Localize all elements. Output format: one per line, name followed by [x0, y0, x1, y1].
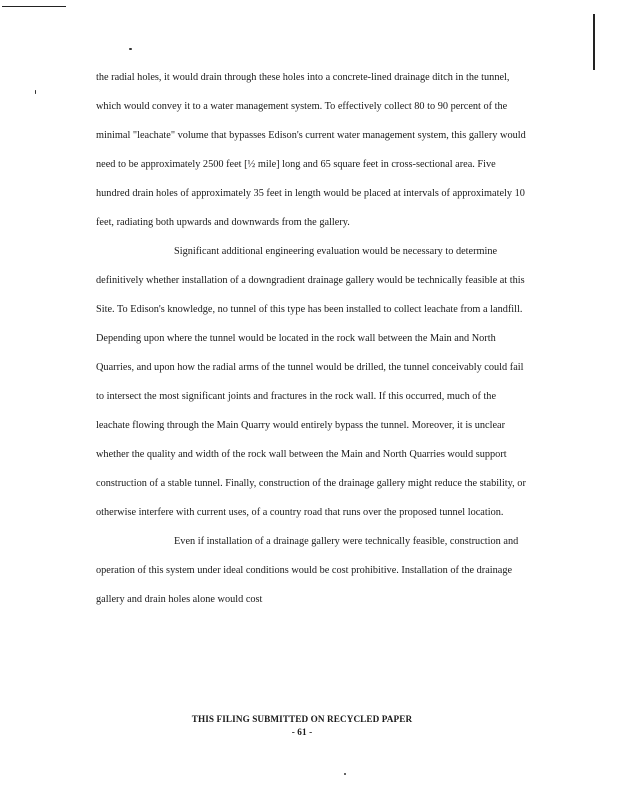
scan-speck — [344, 773, 346, 775]
page-footer — [0, 713, 618, 739]
margin-mark — [593, 14, 595, 70]
paragraph: Significant additional engineering evaluation would be necessary to determine definitively whether installation of a downgradient drainage gallery would be technically feasible at this Site. To Edison's knowledge, no tunnel of this type has been installed to collect leachate from a landfill. Depending upon where the tunnel would be located in the rock wall between the Main and North Quarries, and upon how the radial arms of the tunnel would be drilled, the tunnel conceivably could fail to intersect the most significant joints and fractures in the rock wall. If this occurred, much of the leachate flowing through the Main Quarry would entirely bypass the tunnel. Moreover, it is unclear whether the quality and width of the rock wall between the Main and North Quarries would support construction of a stable tunnel. Finally, construction of the drainage gallery might reduce the stability, or otherwise interfere with current uses, of a country road that runs over the proposed tunnel location. — [96, 246, 526, 518]
paragraph: Even if installation of a drainage gallery were technically feasible, construction and operation of this system under ideal conditions would be cost prohibitive. Installation of the drainage gallery and drain holes alone would cost — [96, 536, 519, 605]
scan-speck — [35, 90, 36, 94]
recycled-paper-notice: THIS FILING SUBMITTED ON RECYCLED PAPER — [191, 714, 413, 724]
paragraph: the radial holes, it would drain through these holes into a concrete-lined drainage ditch in the tunnel, which would convey it to a water management system. To effectively collect 80 to 90 percent of the minimal "leachate" volume that bypasses Edison's current water management system, this gallery would need to be approximately 2500 feet [½ mile] long and 65 square feet in cross-sectional area. Five hundred drain holes of approximately 35 feet in length would be placed at intervals of approximately 10 feet, radiating both upwards and downwards from the gallery. — [96, 72, 526, 228]
scan-speck — [129, 48, 132, 50]
page-number: - 61 - — [291, 727, 313, 737]
document-body — [96, 63, 526, 614]
top-left-rule — [2, 6, 66, 7]
